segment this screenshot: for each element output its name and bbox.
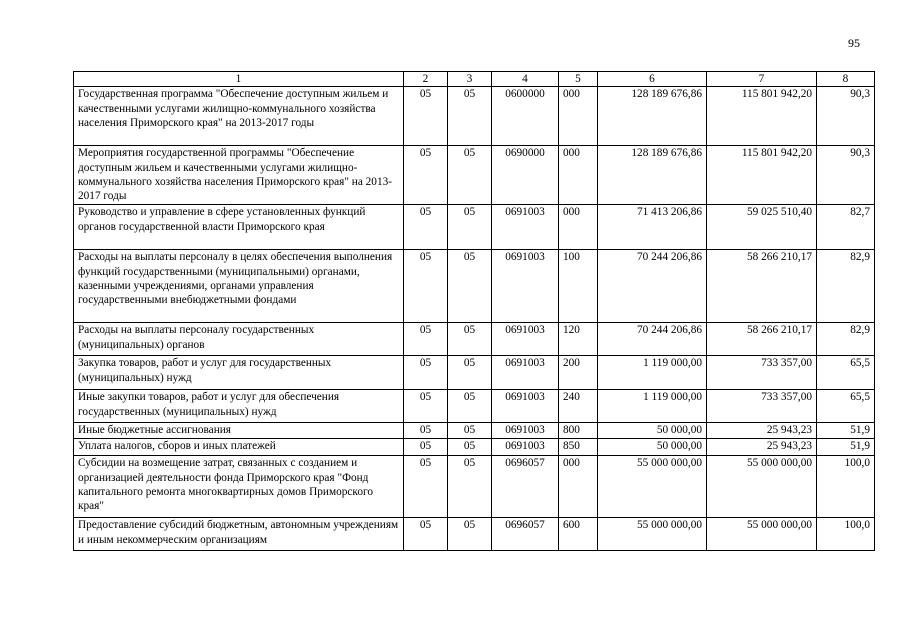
row-fact: 58 266 210,17 [707,323,817,356]
table-row [74,518,875,551]
table-row [74,456,875,518]
row-fact: 25 943,23 [707,423,817,439]
table-row [74,423,875,439]
row-vr: 000 [559,146,598,205]
row-vr: 850 [559,439,598,456]
row-fact: 59 025 510,40 [707,205,817,250]
header-cell-4: 4 [492,72,559,87]
header-cell-7: 7 [707,72,817,87]
row-plan: 70 244 206,86 [598,250,707,323]
row-rz: 05 [404,423,448,439]
row-name: Мероприятия государственной программы "Обеспечение доступным жильем и качественными услугами жилищно-коммунального хозяйства населения Приморского края" на 2013-2017 годы [74,146,404,205]
row-percent: 65,5 [817,390,875,423]
row-rz: 05 [404,250,448,323]
row-pr: 05 [448,439,492,456]
table-row [74,205,875,250]
header-cell-8: 8 [817,72,875,87]
row-csr: 0696057 [492,456,559,518]
row-percent: 82,7 [817,205,875,250]
row-name: Руководство и управление в сфере установленных функций органов государственной власти Приморского края [74,205,404,250]
row-csr: 0691003 [492,205,559,250]
row-plan: 50 000,00 [598,439,707,456]
row-percent: 51,9 [817,439,875,456]
row-rz: 05 [404,390,448,423]
header-cell-3: 3 [448,72,492,87]
row-vr: 120 [559,323,598,356]
table-row [74,146,875,205]
row-csr: 0690000 [492,146,559,205]
row-name: Иные бюджетные ассигнования [74,423,404,439]
row-pr: 05 [448,87,492,146]
row-pr: 05 [448,356,492,390]
header-cell-5: 5 [559,72,598,87]
row-plan: 1 119 000,00 [598,356,707,390]
row-percent: 100,0 [817,518,875,551]
row-percent: 65,5 [817,356,875,390]
row-csr: 0691003 [492,356,559,390]
row-name: Субсидии на возмещение затрат, связанных с созданием и организацией деятельности фонда Приморского края "Фонд капитального ремонта многоквартирных домов Приморского края" [74,456,404,518]
table-row [74,87,875,146]
row-rz: 05 [404,146,448,205]
row-vr: 000 [559,87,598,146]
row-name: Иные закупки товаров, работ и услуг для обеспечения государственных (муниципальных) нужд [74,390,404,423]
header-cell-6: 6 [598,72,707,87]
row-csr: 0691003 [492,439,559,456]
row-vr: 000 [559,456,598,518]
row-rz: 05 [404,356,448,390]
row-name: Закупка товаров, работ и услуг для государственных (муниципальных) нужд [74,356,404,390]
row-percent: 90,3 [817,87,875,146]
row-rz: 05 [404,87,448,146]
row-csr: 0691003 [492,250,559,323]
row-name: Расходы на выплаты персоналу государственных (муниципальных) органов [74,323,404,356]
row-fact: 115 801 942,20 [707,87,817,146]
table-row [74,390,875,423]
row-name: Расходы на выплаты персоналу в целях обеспечения выполнения функций государственными (муниципальными) органами, казенными учреждениями, органами управления государственными внебюджетными фондами [74,250,404,323]
row-percent: 82,9 [817,323,875,356]
row-rz: 05 [404,439,448,456]
row-plan: 128 189 676,86 [598,87,707,146]
row-vr: 200 [559,356,598,390]
table-row [74,356,875,390]
row-pr: 05 [448,323,492,356]
row-name: Предоставление субсидий бюджетным, автономным учреждениям и иным некоммерческим организациям [74,518,404,551]
row-vr: 800 [559,423,598,439]
row-pr: 05 [448,390,492,423]
table-row [74,323,875,356]
row-rz: 05 [404,323,448,356]
row-csr: 0691003 [492,390,559,423]
row-csr: 0691003 [492,423,559,439]
row-plan: 1 119 000,00 [598,390,707,423]
row-fact: 115 801 942,20 [707,146,817,205]
row-pr: 05 [448,250,492,323]
row-pr: 05 [448,423,492,439]
budget-table [73,71,875,551]
row-pr: 05 [448,518,492,551]
page-number: 95 [848,36,860,50]
row-vr: 240 [559,390,598,423]
row-fact: 25 943,23 [707,439,817,456]
row-percent: 100,0 [817,456,875,518]
row-fact: 733 357,00 [707,390,817,423]
header-row [74,72,875,87]
row-plan: 55 000 000,00 [598,518,707,551]
row-name: Государственная программа "Обеспечение доступным жильем и качественными услугами жилищно-коммунального хозяйства населения Приморского края" на 2013-2017 годы [74,87,404,146]
row-fact: 55 000 000,00 [707,518,817,551]
row-percent: 51,9 [817,423,875,439]
row-fact: 55 000 000,00 [707,456,817,518]
row-vr: 000 [559,205,598,250]
row-name: Уплата налогов, сборов и иных платежей [74,439,404,456]
header-cell-2: 2 [404,72,448,87]
row-pr: 05 [448,205,492,250]
row-plan: 50 000,00 [598,423,707,439]
row-pr: 05 [448,456,492,518]
row-vr: 600 [559,518,598,551]
table-row [74,250,875,323]
row-percent: 82,9 [817,250,875,323]
row-plan: 71 413 206,86 [598,205,707,250]
row-rz: 05 [404,456,448,518]
row-csr: 0600000 [492,87,559,146]
row-rz: 05 [404,518,448,551]
row-plan: 70 244 206,86 [598,323,707,356]
header-cell-1: 1 [74,72,404,87]
row-percent: 90,3 [817,146,875,205]
table-row [74,439,875,456]
row-fact: 58 266 210,17 [707,250,817,323]
row-csr: 0696057 [492,518,559,551]
row-csr: 0691003 [492,323,559,356]
row-plan: 55 000 000,00 [598,456,707,518]
row-fact: 733 357,00 [707,356,817,390]
row-plan: 128 189 676,86 [598,146,707,205]
row-pr: 05 [448,146,492,205]
row-rz: 05 [404,205,448,250]
row-vr: 100 [559,250,598,323]
